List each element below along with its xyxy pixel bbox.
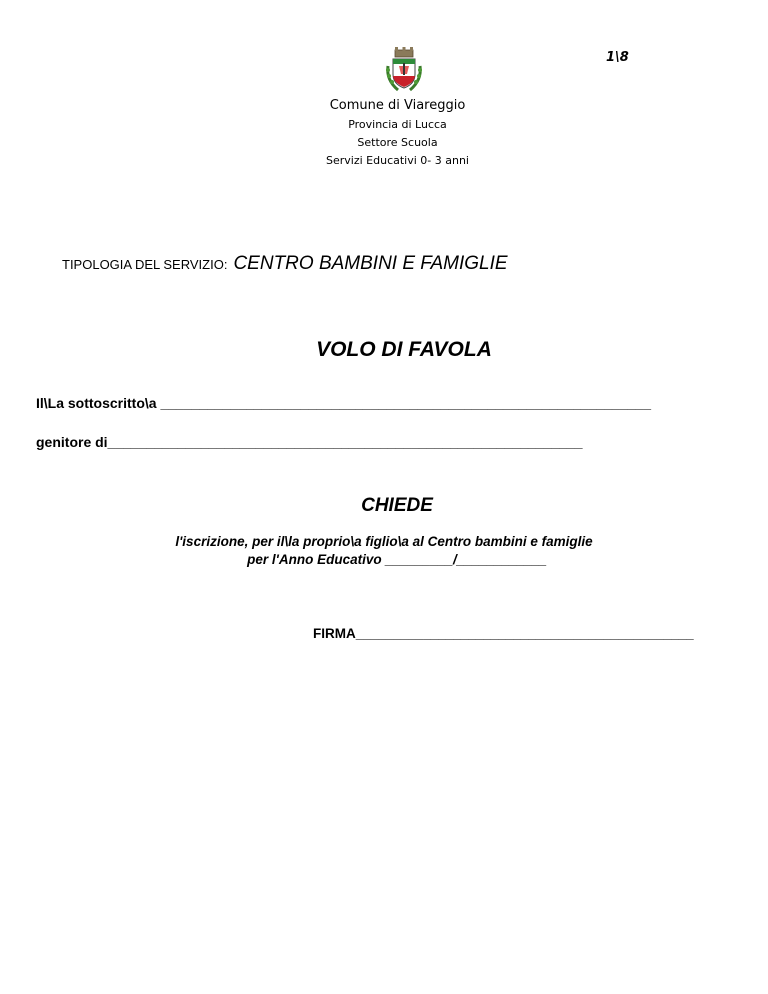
request-title: CHIEDE bbox=[361, 495, 433, 516]
service-type-label: TIPOLOGIA DEL SERVIZIO: bbox=[62, 257, 228, 272]
service-type-value: CENTRO BAMBINI E FAMIGLIE bbox=[233, 253, 508, 274]
signatory-field[interactable]: Il\La sottoscritto\a _______________________________________________________________ bbox=[36, 395, 651, 411]
service-name: VOLO DI FAVOLA bbox=[316, 338, 492, 361]
municipality-name: Comune di Viareggio bbox=[329, 98, 466, 113]
request-text-line1: l'iscrizione, per il\la proprio\a figlio\a al Centro bambini e famiglie bbox=[175, 534, 593, 549]
educational-year-field[interactable]: per l'Anno Educativo _________/____________ bbox=[247, 552, 547, 567]
coat-of-arms-icon bbox=[380, 46, 428, 94]
parent-of-field[interactable]: genitore di_____________________________________________________________ bbox=[36, 434, 583, 450]
services-name: Servizi Educativi 0- 3 anni bbox=[326, 154, 469, 167]
service-type bbox=[62, 253, 508, 275]
signature-field[interactable]: FIRMA_____________________________________________ bbox=[313, 626, 694, 641]
page-number: 1\8 bbox=[606, 50, 629, 65]
province-name: Provincia di Lucca bbox=[348, 118, 447, 131]
sector-name: Settore Scuola bbox=[357, 136, 438, 149]
